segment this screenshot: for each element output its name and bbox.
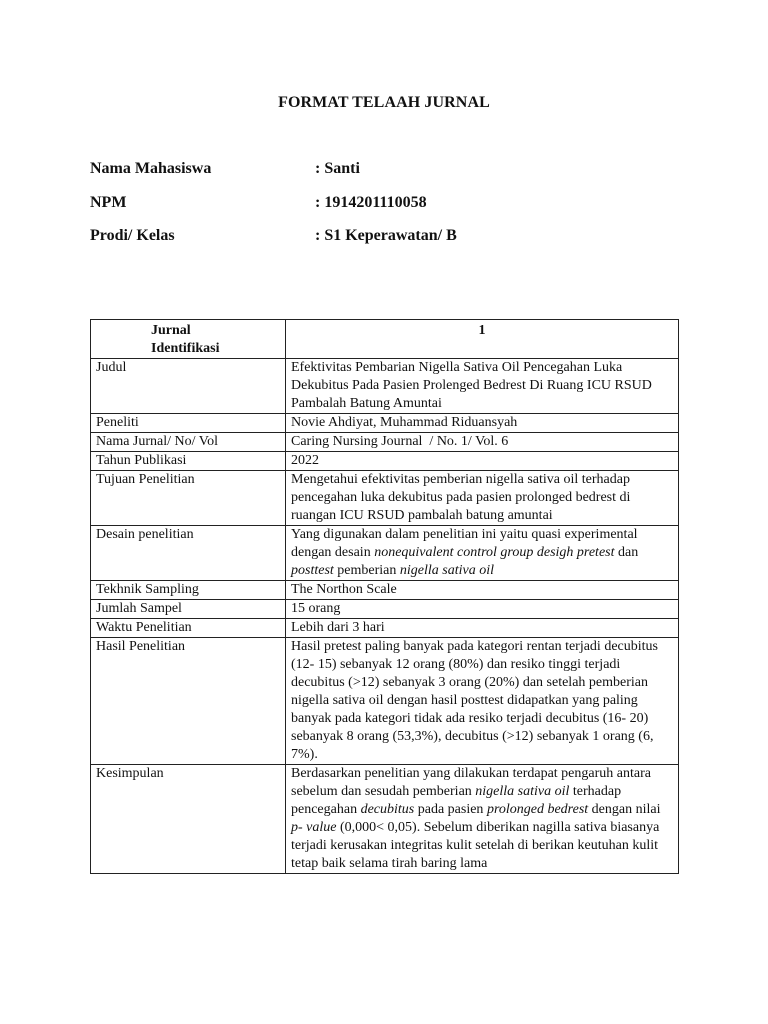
kesimpulan-text-5: pada pasien bbox=[414, 802, 487, 817]
info-label-nama: Nama Mahasiswa bbox=[90, 160, 212, 177]
table-header-row bbox=[91, 320, 679, 359]
table-row bbox=[91, 619, 679, 638]
row-label-nama-jurnal: Nama Jurnal/ No/ Vol bbox=[91, 433, 286, 452]
row-value-tahun: 2022 bbox=[286, 452, 679, 471]
desain-text-2: nonequivalent control group desigh pretest bbox=[374, 545, 615, 560]
desain-text-3: dan bbox=[614, 545, 639, 560]
row-label-jumlah: Jumlah Sampel bbox=[91, 600, 286, 619]
row-value-nama-jurnal: Caring Nursing Journal / No. 1/ Vol. 6 bbox=[286, 433, 679, 452]
table-row bbox=[91, 433, 679, 452]
row-label-judul: Judul bbox=[91, 359, 286, 414]
table-row bbox=[91, 359, 679, 414]
journal-review-table bbox=[90, 319, 679, 874]
table-row bbox=[91, 414, 679, 433]
row-label-tahun: Tahun Publikasi bbox=[91, 452, 286, 471]
kesimpulan-text-3: terhadap pencegahan bbox=[291, 784, 622, 817]
row-label-tekhnik: Tekhnik Sampling bbox=[91, 581, 286, 600]
header-column-number: 1 bbox=[286, 320, 679, 359]
row-label-hasil: Hasil Penelitian bbox=[91, 638, 286, 765]
row-value-hasil: Hasil pretest paling banyak pada kategori rentan terjadi decubitus (12- 15) sebanyak 12 orang (80%) dan resiko tinggi terjadi decubitus (>12) sebanyak 3 orang (20%) dan setelah pemberian nigella sativa oil dengan hasil posttest didapatkan yang paling banyak pada kategori tidak ada resiko terjadi decubitus (16- 20) sebanyak 8 orang (53,3%), decubitus (>12) sebanyak 1 orang (6, 7%). bbox=[286, 638, 679, 765]
row-label-desain: Desain penelitian bbox=[91, 526, 286, 581]
header-line-jurnal: Jurnal bbox=[151, 323, 191, 338]
table-row bbox=[91, 452, 679, 471]
kesimpulan-text-7: dengan nilai bbox=[588, 802, 661, 817]
table-row bbox=[91, 471, 679, 526]
desain-text-1: Yang digunakan dalam penelitian ini yaitu quasi experimental dengan desain bbox=[291, 527, 638, 560]
desain-text-4: posttest bbox=[291, 563, 334, 578]
kesimpulan-text-1: Berdasarkan penelitian yang dilakukan terdapat pengaruh antara sebelum dan sesudah pemberian bbox=[291, 766, 651, 799]
table-row bbox=[91, 765, 679, 874]
row-value-desain bbox=[286, 526, 679, 581]
table-row bbox=[91, 638, 679, 765]
info-value-prodi: : S1 Keperawatan/ B bbox=[315, 227, 457, 244]
kesimpulan-text-4: decubitus bbox=[360, 802, 415, 817]
kesimpulan-text-2: nigella sativa oil bbox=[475, 784, 570, 799]
row-value-kesimpulan bbox=[286, 765, 679, 874]
info-value-nama: : Santi bbox=[315, 160, 360, 177]
row-label-kesimpulan: Kesimpulan bbox=[91, 765, 286, 874]
row-value-waktu: Lebih dari 3 hari bbox=[286, 619, 679, 638]
header-line-identifikasi: Identifikasi bbox=[151, 341, 220, 356]
table-row bbox=[91, 526, 679, 581]
kesimpulan-text-6: prolonged bedrest bbox=[486, 802, 589, 817]
table-row bbox=[91, 600, 679, 619]
desain-text-6: nigella sativa oil bbox=[399, 563, 494, 578]
kesimpulan-text-8: p- value bbox=[291, 820, 337, 835]
row-value-tujuan: Mengetahui efektivitas pemberian nigella sativa oil terhadap pencegahan luka dekubitus pada pasien prolonged bedrest di ruangan ICU RSUD pambalah batung amuntai bbox=[286, 471, 679, 526]
header-jurnal-identifikasi bbox=[91, 320, 286, 359]
row-value-judul: Efektivitas Pembarian Nigella Sativa Oil Pencegahan Luka Dekubitus Pada Pasien Prolenged Bedrest Di Ruang ICU RSUD Pambalah Batung Amuntai bbox=[286, 359, 679, 414]
kesimpulan-text-9: (0,000< 0,05). Sebelum diberikan nagilla sativa biasanya terjadi kerusakan integritas kulit setelah di berikan keutuhan kulit tetap baik selama tirah baring lama bbox=[291, 820, 660, 871]
row-label-peneliti: Peneliti bbox=[91, 414, 286, 433]
row-label-waktu: Waktu Penelitian bbox=[91, 619, 286, 638]
document-title: FORMAT TELAAH JURNAL bbox=[278, 94, 490, 111]
row-value-tekhnik: The Northon Scale bbox=[286, 581, 679, 600]
info-value-npm: : 1914201110058 bbox=[315, 194, 427, 211]
desain-text-5: pemberian bbox=[333, 563, 400, 578]
info-label-npm: NPM bbox=[90, 194, 127, 211]
table-row bbox=[91, 581, 679, 600]
row-value-jumlah: 15 orang bbox=[286, 600, 679, 619]
row-label-tujuan: Tujuan Penelitian bbox=[91, 471, 286, 526]
info-label-prodi: Prodi/ Kelas bbox=[90, 227, 175, 244]
row-value-peneliti: Novie Ahdiyat, Muhammad Riduansyah bbox=[286, 414, 679, 433]
